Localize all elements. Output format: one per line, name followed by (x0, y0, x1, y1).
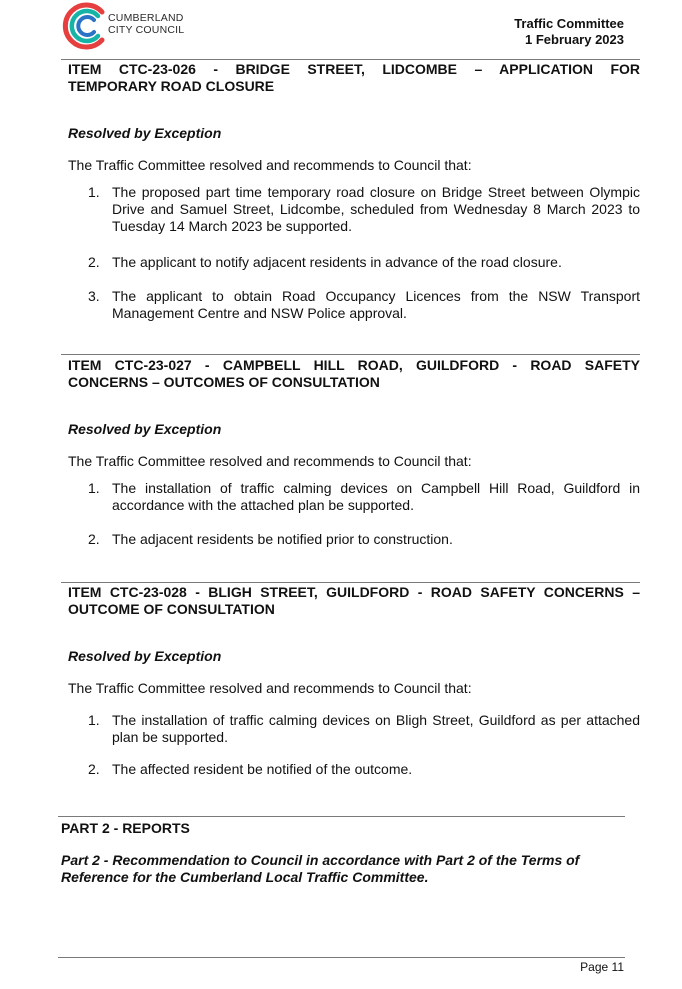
list-text: The adjacent residents be notified prior to construction. (112, 531, 453, 547)
item-title (68, 584, 640, 618)
list-item (88, 480, 640, 514)
item-title-line2: CONCERNS – OUTCOMES OF CONSULTATION (68, 374, 380, 390)
item-title-line2: OUTCOME OF CONSULTATION (68, 601, 275, 617)
item-title (68, 357, 640, 391)
resolved-label: Resolved by Exception (68, 125, 222, 141)
list-number: 2. (88, 531, 100, 547)
list-number: 2. (88, 761, 100, 777)
meeting-date: 1 February 2023 (524, 32, 624, 47)
item-title-line2: TEMPORARY ROAD CLOSURE (68, 78, 275, 94)
section-divider (61, 59, 640, 60)
section-divider (58, 816, 625, 817)
resolved-label: Resolved by Exception (68, 648, 222, 664)
item-title (68, 61, 640, 95)
list-item (88, 184, 640, 235)
item-title-line1: ITEM CTC-23-027 - CAMPBELL HILL ROAD, GUILDFORD - ROAD SAFETY (68, 357, 640, 373)
logo-line1: CUMBERLAND (108, 12, 184, 24)
list-number: 2. (88, 254, 100, 270)
cumberland-logo-icon (62, 0, 108, 52)
list-text: The applicant to notify adjacent residents in advance of the road closure. (112, 254, 562, 270)
list-item (88, 531, 640, 548)
item-title-line1: ITEM CTC-23-026 - BRIDGE STREET, LIDCOMBE – APPLICATION FOR (68, 61, 640, 77)
list-item (88, 712, 640, 746)
section-divider (61, 354, 640, 355)
list-number: 1. (88, 480, 100, 496)
list-text: The installation of traffic calming devices on Bligh Street, Guildford as per attached plan be supported. (112, 712, 640, 745)
list-item (88, 288, 640, 322)
list-number: 1. (88, 712, 100, 728)
item-title-line1: ITEM CTC-23-028 - BLIGH STREET, GUILDFORD - ROAD SAFETY CONCERNS – (68, 584, 640, 600)
part-description: Part 2 - Recommendation to Council in accordance with Part 2 of the Terms of Reference for the Cumberland Local Traffic Committee. (61, 852, 580, 885)
footer-divider (58, 957, 625, 958)
list-item (88, 254, 640, 271)
resolution-intro: The Traffic Committee resolved and recommends to Council that: (68, 680, 472, 696)
page-number: Page 11 (580, 960, 624, 974)
resolution-intro: The Traffic Committee resolved and recommends to Council that: (68, 453, 472, 469)
list-item (88, 761, 640, 778)
part-heading: PART 2 - REPORTS (61, 820, 190, 836)
list-text: The proposed part time temporary road closure on Bridge Street between Olympic Drive and Samuel Street, Lidcombe, scheduled from Wednesday 8 March 2023 to Tuesday 14 March 2023 be supported. (112, 184, 640, 234)
resolution-intro: The Traffic Committee resolved and recommends to Council that: (68, 157, 472, 173)
section-divider (61, 582, 640, 583)
list-number: 1. (88, 184, 100, 200)
list-text: The applicant to obtain Road Occupancy Licences from the NSW Transport Management Centre and NSW Police approval. (112, 288, 640, 321)
committee-name: Traffic Committee (514, 16, 624, 31)
list-number: 3. (88, 288, 100, 304)
logo-text (108, 12, 184, 36)
list-text: The affected resident be notified of the outcome. (112, 761, 413, 777)
list-text: The installation of traffic calming devices on Campbell Hill Road, Guildford in accordance with the attached plan be supported. (112, 480, 640, 513)
council-logo (62, 0, 202, 52)
resolved-label: Resolved by Exception (68, 421, 222, 437)
logo-line2: CITY COUNCIL (108, 24, 185, 36)
header-meta (514, 16, 624, 48)
